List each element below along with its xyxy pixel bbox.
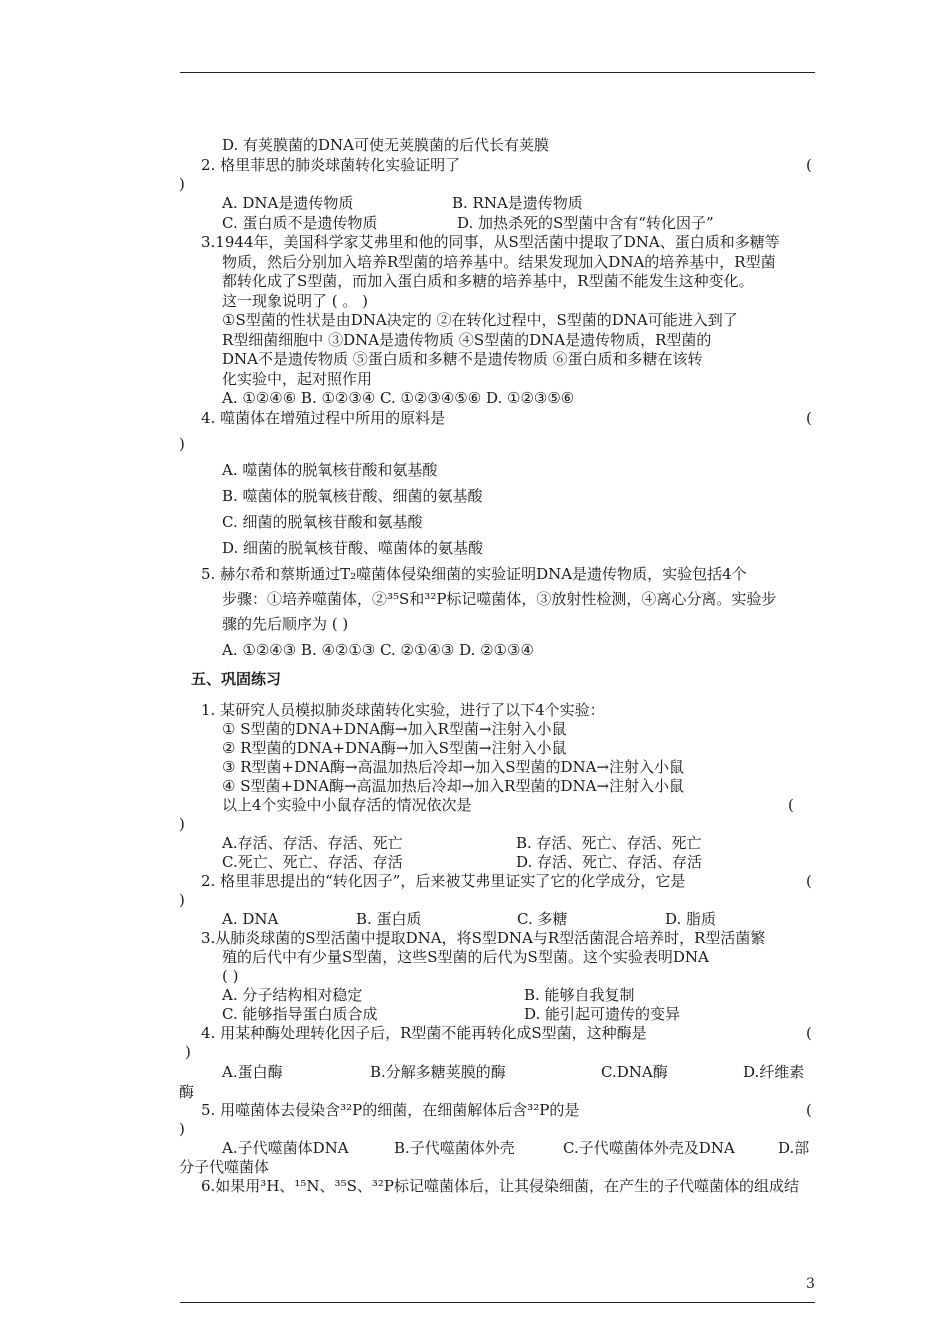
text-line: D.部 (778, 1139, 810, 1157)
text-line: D.纤维素 (743, 1063, 805, 1081)
text-line: ② R型菌的DNA+DNA酶→加入S型菌→注射入小鼠 (222, 739, 567, 757)
text-line: 物质，然后分别加入培养R型菌的培养基中。结果发现加入DNA的培养基中，R型菌 (222, 253, 776, 271)
text-line: C.死亡、死亡、存活、存活 (222, 853, 403, 871)
text-line: ) (179, 891, 185, 909)
text-line: 4. 用某种酶处理转化因子后，R型菌不能再转化成S型菌，这种酶是 (201, 1024, 647, 1042)
text-line: B. 存活、死亡、存活、死亡 (516, 834, 702, 852)
text-line: B. 能够自我复制 (524, 986, 635, 1004)
text-line: ( (806, 872, 812, 890)
text-line: 骤的先后顺序为 ( ) (222, 615, 349, 633)
text-line: ③ R型菌+DNA酶→高温加热后冷却→加入S型菌的DNA→注射入小鼠 (222, 758, 685, 776)
text-line: 6.如果用³H、¹⁵N、³⁵S、³²P标记噬菌体后，让其侵染细菌，在产生的子代噬菌体的组成结 (201, 1177, 799, 1195)
text-line: ① S型菌的DNA+DNA酶→加入R型菌→注射入小鼠 (222, 720, 567, 738)
text-line: 5. 用噬菌体去侵染含³²P的细菌，在细菌解体后含³²P的是 (201, 1101, 580, 1119)
text-line: ( (806, 409, 812, 427)
text-line: C. 多糖 (517, 910, 568, 928)
text-line: B. 噬菌体的脱氧核苷酸、细菌的氨基酸 (222, 487, 483, 505)
text-line: ) (179, 815, 185, 833)
text-line: C.子代噬菌体外壳及DNA (563, 1139, 735, 1157)
text-line: ( (806, 1024, 812, 1042)
text-line: A. 分子结构相对稳定 (222, 986, 363, 1004)
text-line: R型细菌细胞中 ③DNA是遗传物质 ④S型菌的DNA是遗传物质，R型菌的 (222, 331, 712, 349)
text-line: A. 噬菌体的脱氧核苷酸和氨基酸 (222, 461, 438, 479)
text-line: DNA不是遗传物质 ⑤蛋白质和多糖不是遗传物质 ⑥蛋白质和多糖在该转 (222, 350, 703, 368)
text-line: ( (788, 796, 794, 814)
text-line: A.存活、存活、存活、死亡 (222, 834, 403, 852)
text-line: 化实验中，起对照作用 (222, 370, 373, 388)
text-line: A. DNA是遗传物质 (222, 194, 354, 212)
text-line: B. 蛋白质 (356, 910, 422, 928)
text-line: A.子代噬菌体DNA (222, 1139, 349, 1157)
text-line: C. 细菌的脱氧核苷酸和氨基酸 (222, 513, 423, 531)
text-line: D. 有荚膜菌的DNA可使无荚膜菌的后代长有荚膜 (222, 136, 550, 154)
text-line: D. 存活、死亡、存活、存活 (516, 853, 703, 871)
text-line: 都转化成了S型菌，而加入蛋白质和多糖的培养基中，R型菌不能发生这种变化。 (222, 272, 754, 290)
text-line: 2. 格里菲思的肺炎球菌转化实验证明了 (201, 156, 461, 174)
section-heading: 五、巩固练习 (191, 670, 282, 688)
text-line: A. ①②④③ B. ④②①③ C. ②①④③ D. ②①③④ (222, 641, 534, 659)
text-line: A. DNA (222, 910, 279, 928)
text-line: 1. 某研究人员模拟肺炎球菌转化实验，进行了以下4个实验： (201, 701, 605, 719)
text-line: ①S型菌的性状是由DNA决定的 ②在转化过程中，S型菌的DNA可能进入到了 (222, 311, 738, 329)
text-line: 酶 (179, 1083, 195, 1101)
text-line: C.DNA酶 (601, 1063, 668, 1081)
text-line: ) (185, 1043, 191, 1061)
text-line: B.分解多糖荚膜的酶 (370, 1063, 506, 1081)
text-line: B. RNA是遗传物质 (452, 194, 583, 212)
text-line: D. 细菌的脱氧核苷酸、噬菌体的氨基酸 (222, 539, 484, 557)
text-line: D. 脂质 (665, 910, 717, 928)
text-line: 5. 赫尔希和蔡斯通过T₂噬菌体侵染细菌的实验证明DNA是遗传物质，实验包括4个 (201, 565, 747, 583)
text-line: ) (179, 435, 185, 453)
text-line: A. ①②④⑥ B. ①②③④ C. ①②③④⑤⑥ D. ①②③⑤⑥ (222, 389, 575, 407)
text-line: D. 加热杀死的S型菌中含有“转化因子” (457, 214, 714, 232)
text-line: ( (806, 1101, 812, 1119)
text-line: D. 能引起可遗传的变异 (524, 1005, 681, 1023)
text-line: 4. 噬菌体在增殖过程中所用的原料是 (201, 409, 446, 427)
text-line: ④ S型菌+DNA酶→高温加热后冷却→加入R型菌的DNA→注射入小鼠 (222, 777, 685, 795)
footer-rule (180, 1302, 815, 1303)
text-line: ) (179, 175, 185, 193)
header-rule (180, 72, 815, 73)
page-number: 3 (806, 1276, 815, 1292)
text-line: 3.1944年，美国科学家艾弗里和他的同事，从S型活菌中提取了DNA、蛋白质和多糖等 (201, 233, 780, 251)
text-line: ( ) (222, 967, 239, 985)
text-line: ) (179, 1120, 185, 1138)
text-line: 以上4个实验中小鼠存活的情况依次是 (222, 796, 472, 814)
text-line: 这一现象说明了 ( 。 ) (222, 292, 369, 310)
text-line: C. 能够指导蛋白质合成 (222, 1005, 378, 1023)
text-line: 分子代噬菌体 (179, 1158, 270, 1176)
text-line: 殖的后代中有少量S型菌，这些S型菌的后代为S型菌。这个实验表明DNA (222, 948, 709, 966)
text-line: ( (806, 156, 812, 174)
text-line: C. 蛋白质不是遗传物质 (222, 214, 378, 232)
text-line: 3.从肺炎球菌的S型活菌中提取DNA，将S型DNA与R型活菌混合培养时，R型活菌繁 (201, 929, 766, 947)
text-line: A.蛋白酶 (222, 1063, 283, 1081)
text-line: B.子代噬菌体外壳 (394, 1139, 515, 1157)
text-line: 步骤：①培养噬菌体，②³⁵S和³²P标记噬菌体，③放射性检测，④离心分离。实验步 (222, 590, 777, 608)
text-line: 2. 格里菲思提出的“转化因子”，后来被艾弗里证实了它的化学成分，它是 (201, 872, 686, 890)
